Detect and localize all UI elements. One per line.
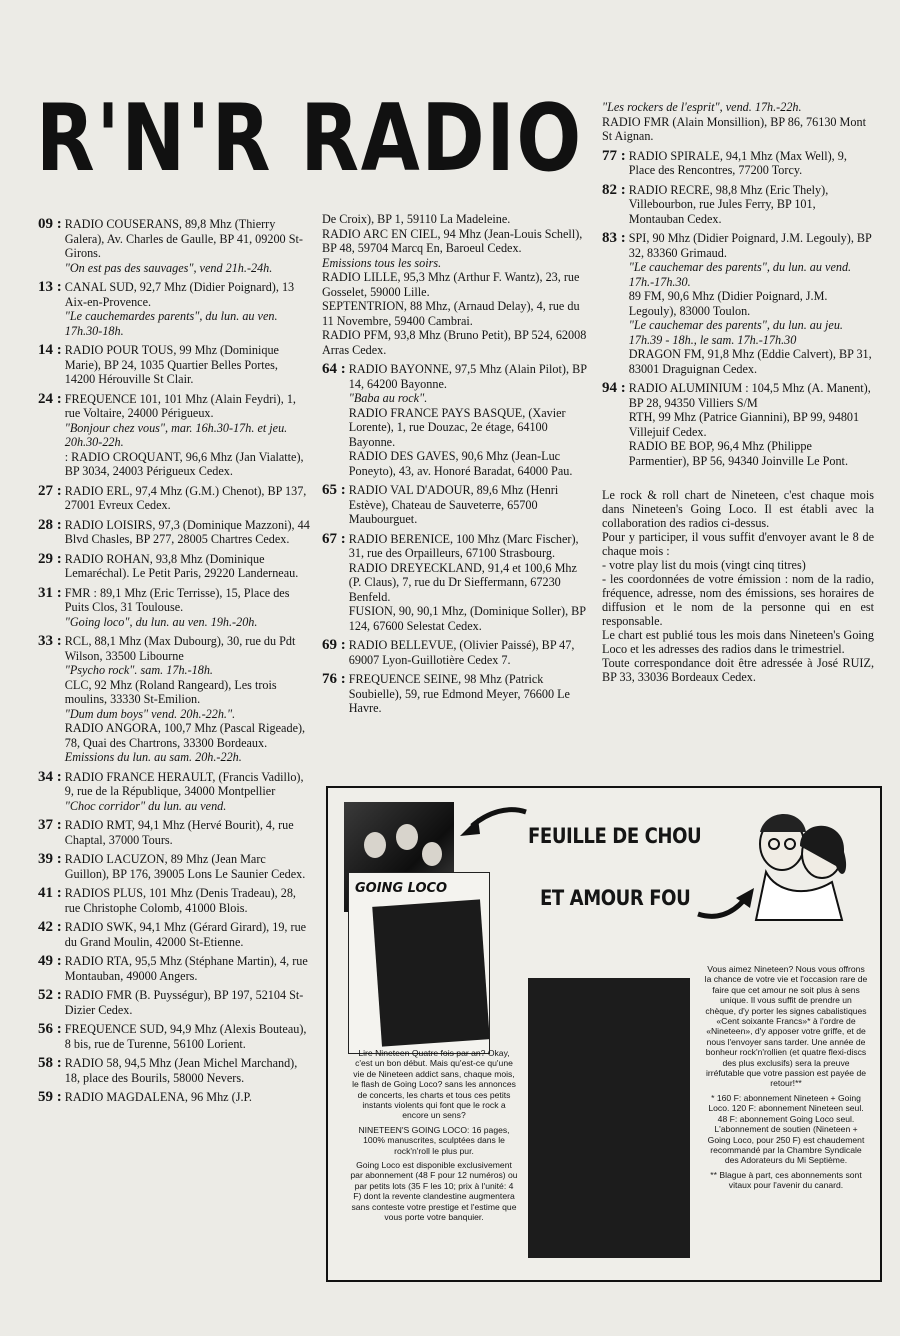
program-schedule: "Baba au rock". <box>348 391 428 405</box>
program-schedule: Emissions du lun. au sam. 20h.-22h. <box>64 750 242 764</box>
station-info: FREQUENCE SEINE, 98 Mhz (Patrick Soubielle), 59, rue Edmond Meyer, 76600 Le Havre. <box>348 672 570 715</box>
advert-paragraph: NINETEEN'S GOING LOCO: 16 pages, 100% manuscrites, sculptées dans le rock'n'roll le plus pur. <box>358 1124 510 1156</box>
department-number: 77 : <box>602 147 626 164</box>
department-number: 39 : <box>38 851 62 867</box>
station-info: RADIO ALUMINIUM : 104,5 Mhz (A. Manent), BP 28, 94350 Villiers S/M <box>628 381 871 410</box>
program-schedule: Emissions tous les soirs. <box>322 255 442 270</box>
station-info: SEPTENTRION, 88 Mhz, (Arnaud Delay), 4, rue du 11 Novembre, 59400 Cambrai. <box>322 299 580 328</box>
station-info: RADIO BERENICE, 100 Mhz (Marc Fischer), 31, rue des Orpailleurs, 67100 Strasbourg. <box>348 531 579 560</box>
station-info: : RADIO CROQUANT, 96,6 Mhz (Jan Vialatte), BP 3034, 24003 Périgueux Cedex. <box>64 449 304 478</box>
station-info: RADIO LACUZON, 89 Mhz (Jean Marc Guillon), BP 176, 39005 Lons Le Saunier Cedex. <box>64 852 306 881</box>
radio-entry <box>38 818 310 847</box>
program-schedule: "Le cauchemar des parents", du lun. au jeu. 17h.39 - 18h., le sam. 17h.-17h.30 <box>628 318 843 347</box>
program-schedule: "Bonjour chez vous", mar. 16h.30-17h. et jeu. 20h.30-22h. <box>64 420 288 449</box>
radio-list-column-1 <box>38 217 310 1110</box>
station-info: RADIO BELLEVUE, (Olivier Paissé), BP 47, 69007 Lyon-Guillotière Cedex 7. <box>348 638 575 667</box>
radio-entry <box>38 1056 310 1085</box>
station-info: RADIO LILLE, 95,3 Mhz (Arthur F. Wantz), 23, rue Gosselet, 59000 Lille. <box>322 270 580 299</box>
department-number: 76 : <box>322 671 346 687</box>
station-info: RADIO ROHAN, 93,8 Mhz (Dominique Lemaréchal). Le Petit Paris, 29220 Landerneau. <box>64 551 299 580</box>
chart-info-line: - votre play list du mois (vingt cinq titres) <box>602 558 806 572</box>
radio-entry <box>322 638 590 667</box>
station-info: RADIO RMT, 94,1 Mhz (Hervé Bourit), 4, rue Chaptal, 37000 Tours. <box>64 818 294 847</box>
program-schedule: "Going loco", du lun. au ven. 19h.-20h. <box>64 614 258 629</box>
radio-entry <box>38 392 310 479</box>
chart-info-line: Le rock & roll chart de Nineteen, c'est chaque mois dans Nineteen's Going Loco. Il est établi avec la collaboration des radios ci-dessus. <box>602 488 874 530</box>
station-info: RADIO POUR TOUS, 99 Mhz (Dominique Marie), BP 24, 1035 Quartier Belles Portes, 14200 Hérouville St Clair. <box>64 343 279 386</box>
station-info: RADIO PFM, 93,8 Mhz (Bruno Petit), BP 524, 62008 Arras Cedex. <box>322 328 587 357</box>
department-number: 94 : <box>602 380 626 396</box>
chart-info-paragraph <box>602 488 874 684</box>
radio-entry <box>38 988 310 1017</box>
radio-list-column-2 <box>322 212 590 721</box>
advert-paragraph: ** Blague à part, ces abonnements sont vitaux pour l'avenir du canard. <box>710 1169 862 1191</box>
subscription-advert <box>326 786 882 1282</box>
station-info: RADIO ARC EN CIEL, 94 Mhz (Jean-Louis Schell), BP 48, 59704 Marcq En, Baroeul Cedex. <box>322 226 583 255</box>
radio-entry <box>322 672 590 716</box>
department-number: 42 : <box>38 919 62 935</box>
department-number: 28 : <box>38 516 62 533</box>
station-info: 89 FM, 90,6 Mhz (Didier Poignard, J.M. Legouly), 83000 Toulon. <box>628 289 828 318</box>
radio-entry <box>602 231 874 376</box>
station-info: RADIO FMR (B. Puysségur), BP 197, 52104 St-Dizier Cedex. <box>64 988 304 1017</box>
station-info: RADIO SPIRALE, 94,1 Mhz (Max Well), 9, Place des Rencontres, 77200 Torcy. <box>628 148 847 177</box>
advert-paragraph: * 160 F: abonnement Nineteen + Going Loco. 120 F: abonnement Nineteen seul. 48 F: abonnement Going Loco seul. L'abonnement de soutien (Nineteen + Going Loco, pour 250 F) est chaudement recommandé par la Chambre Syndicale des Adorateurs du Mi Septième. <box>707 1092 865 1166</box>
department-number: 52 : <box>38 987 62 1003</box>
station-info: RADIO ANGORA, 100,7 Mhz (Pascal Rigeade), 78, Quai des Chartrons, 33300 Bordeaux. <box>64 721 306 750</box>
page-title: R'N'R RADIO <box>36 84 583 192</box>
radio-entry <box>38 1022 310 1051</box>
going-loco-magazine-cover <box>348 872 490 1054</box>
department-number: 31 : <box>38 584 62 601</box>
radio-entry <box>38 484 310 513</box>
radio-entry <box>38 920 310 949</box>
program-schedule: "Dum dum boys" vend. 20h.-22h.". <box>64 706 236 721</box>
department-number: 83 : <box>602 230 626 246</box>
department-number: 65 : <box>322 482 346 498</box>
radio-entry <box>38 552 310 581</box>
chart-info-line: Le chart est publié tous les mois dans Nineteen's Going Loco et les adresses des radios dans le trimestriel. <box>602 628 874 656</box>
station-info: RADIO FRANCE HERAULT, (Francis Vadillo), 9, rue de la République, 34000 Montpellier <box>64 769 304 798</box>
radio-entry <box>38 852 310 881</box>
program-schedule: "Psycho rock". sam. 17h.-18h. <box>64 663 213 677</box>
station-info: RADIO DREYECKLAND, 91,4 et 100,6 Mhz (P. Claus), 7, rue du Dr Sieffermann, 67230 Benfeld. <box>348 560 577 604</box>
radio-entry <box>38 280 310 338</box>
chart-info-line: Pour y participer, il vous suffit d'envoyer avant le 8 de chaque mois : <box>602 530 874 558</box>
department-number: 09 : <box>38 216 62 232</box>
department-number: 14 : <box>38 342 62 358</box>
station-info: RADIO DES GAVES, 90,6 Mhz (Jean-Luc Poneyto), 43, av. Honoré Baradat, 64000 Pau. <box>348 449 573 478</box>
radio-entry <box>602 149 874 178</box>
radio-entry <box>38 634 310 765</box>
station-info: FREQUENCE SUD, 94,9 Mhz (Alexis Bouteau), 8 bis, rue de Turenne, 56100 Lorient. <box>64 1022 307 1051</box>
headline-feuille-de-chou: FEUILLE DE CHOU <box>528 824 702 848</box>
magazine-photo <box>372 899 490 1046</box>
program-schedule: "Le cauchemar des parents", du lun. au vend. 17h.-17h.30. <box>628 260 852 289</box>
radio-entry <box>322 483 590 527</box>
chart-info-line: Toute correspondance doit être adressée à José RUIZ, BP 33, 33036 Bordeaux Cedex. <box>602 656 874 684</box>
department-number: 59 : <box>38 1089 62 1105</box>
program-schedule: "Le cauchemardes parents", du lun. au ven. 17h.30-18h. <box>64 309 278 338</box>
department-number: 67 : <box>322 530 346 547</box>
radio-entry <box>602 381 874 468</box>
radio-entry <box>38 886 310 915</box>
radio-entry <box>322 212 590 357</box>
radio-entry <box>602 100 874 144</box>
department-number: 34 : <box>38 768 62 785</box>
station-info: RADIO BAYONNE, 97,5 Mhz (Alain Pilot), BP 14, 64200 Bayonne. <box>348 362 587 391</box>
station-info: RADIO RTA, 95,5 Mhz (Stéphane Martin), 4, rue Montauban, 49000 Angers. <box>64 954 308 983</box>
radio-entry <box>38 518 310 547</box>
radio-entry <box>38 954 310 983</box>
department-number: 49 : <box>38 953 62 969</box>
radio-entry <box>322 362 590 478</box>
station-info: SPI, 90 Mhz (Didier Poignard, J.M. Legouly), BP 32, 83360 Grimaud. <box>628 231 872 260</box>
radio-entry <box>38 343 310 387</box>
radio-list-column-3 <box>602 100 874 684</box>
advert-paragraph: Lire Nineteen Quatre fois par an? Okay, c'est un bon début. Mais qu'est-ce qu'une vie de Nineteen addict sans, chaque mois, le flash de Going Loco? sans les annonces de concerts, les charts et tous ces petits instants violents qui font que le rock a encore un sens? <box>352 1048 516 1121</box>
department-number: 56 : <box>38 1021 62 1037</box>
station-info: CLC, 92 Mhz (Roland Rangeard), Les trois moulins, 33330 St-Emilion. <box>64 677 277 706</box>
department-number: 41 : <box>38 885 62 901</box>
going-loco-description <box>350 1048 518 1227</box>
station-info: RCL, 88,1 Mhz (Max Dubourg), 30, rue du Pdt Wilson, 33500 Libourne <box>64 634 296 663</box>
station-info: FUSION, 90, 90,1 Mhz, (Dominique Soller), BP 124, 67600 Selestat Cedex. <box>348 604 586 633</box>
station-info: FMR : 89,1 Mhz (Eric Terrisse), 15, Place des Puits Clos, 31 Toulouse. <box>64 585 290 614</box>
station-info: RADIO FMR (Alain Monsillion), BP 86, 76130 Mont St Aignan. <box>602 114 866 143</box>
department-number: 27 : <box>38 482 62 499</box>
radio-entry <box>322 532 590 634</box>
radio-entry <box>38 770 310 814</box>
program-schedule: "On est pas des sauvages", vend 21h.-24h. <box>64 260 273 275</box>
department-number: 29 : <box>38 550 62 567</box>
radio-entry <box>38 586 310 630</box>
department-number: 58 : <box>38 1055 62 1071</box>
station-info: RADIO ERL, 97,4 Mhz (G.M.) Chenot), BP 137, 27001 Evreux Cedex. <box>64 483 307 512</box>
nineteen-subscription-offer <box>704 964 868 1195</box>
station-info: CANAL SUD, 92,7 Mhz (Didier Poignard), 13 Aix-en-Provence. <box>64 280 295 309</box>
station-info: RADIO BE BOP, 96,4 Mhz (Philippe Parmentier), BP 56, 94340 Joinville Le Pont. <box>628 439 848 468</box>
station-info: DRAGON FM, 91,8 Mhz (Eddie Calvert), BP 31, 83001 Draguignan Cedex. <box>628 347 872 376</box>
station-info: RADIO VAL D'ADOUR, 89,6 Mhz (Henri Estève), Chateau de Sauveterre, 65700 Maubourguet. <box>348 483 559 526</box>
department-number: 64 : <box>322 361 346 377</box>
department-number: 24 : <box>38 390 62 407</box>
station-info: RADIO MAGDALENA, 96 Mhz (J.P. <box>64 1090 252 1104</box>
department-number: 69 : <box>322 637 346 653</box>
station-info: RADIO RECRE, 98,8 Mhz (Eric Thely), Villebourbon, rue Jules Ferry, BP 101, Montauban Cedex. <box>628 182 829 226</box>
radio-entry <box>38 217 310 275</box>
black-panel <box>528 978 690 1258</box>
station-info: RADIO SWK, 94,1 Mhz (Gérard Girard), 19, rue du Grand Moulin, 42000 St-Etienne. <box>64 920 307 949</box>
station-info: RADIO 58, 94,5 Mhz (Jean Michel Marchand), 18, place des Bourils, 58000 Nevers. <box>64 1056 298 1085</box>
radio-entry <box>38 1090 310 1105</box>
station-info: RADIOS PLUS, 101 Mhz (Denis Tradeau), 28, rue Christophe Colomb, 41000 Blois. <box>64 886 296 915</box>
station-info: RADIO COUSERANS, 89,8 Mhz (Thierry Galera), Av. Charles de Gaulle, BP 41, 09200 St-Girons. <box>64 217 303 260</box>
station-info: De Croix), BP 1, 59110 La Madeleine. <box>322 212 511 226</box>
magazine-label: GOING LOCO <box>355 881 448 896</box>
program-schedule: "Choc corridor" du lun. au vend. <box>64 798 227 813</box>
advert-paragraph: Going Loco est disponible exclusivement par abonnement (48 F pour 12 numéros) ou par petits lots (35 F les 10; prix à l'unité: 4 F) dont la revente clandestine augmentera sans conteste votre prestige et l'estime que vous porte votre banquier. <box>350 1160 518 1223</box>
headline-et-amour-fou: ET AMOUR FOU <box>540 886 691 910</box>
department-number: 33 : <box>38 633 62 649</box>
program-schedule: "Les rockers de l'esprit", vend. 17h.-22h. <box>602 100 802 114</box>
department-number: 37 : <box>38 817 62 833</box>
department-number: 82 : <box>602 181 626 198</box>
couple-illustration <box>746 802 856 922</box>
station-info: RADIO LOISIRS, 97,3 (Dominique Mazzoni), 44 Blvd Chasles, BP 277, 28005 Chartres Cedex. <box>64 517 310 546</box>
department-number: 13 : <box>38 279 62 295</box>
arrow-left-icon <box>458 802 528 842</box>
station-info: RTH, 99 Mhz (Patrice Giannini), BP 99, 94801 Villejuif Cedex. <box>628 410 860 439</box>
station-info: RADIO FRANCE PAYS BASQUE, (Xavier Lorente), 1, rue Douzac, 2e étage, 64100 Bayonne. <box>348 405 566 449</box>
advert-paragraph: Vous aimez Nineteen? Nous vous offrons la chance de votre vie et l'occasion rare de faire que cet amour ne soit plus à sens unique. Il vous suffit de prendre un chèque, d'y porter les signes cabalistiques «Cent soixante Francs»* à l'ordre de «Nineteen», d'y apposer votre griffe, et de nous l'envoyer sans tarder. Une année de bonheur rock'n'rollien (et quatre flexi-discs des plus exclusifs) sera la preuve irréfutable que votre passion est payée de retour!** <box>704 964 868 1089</box>
station-info: FREQUENCE 101, 101 Mhz (Alain Feydri), 1, rue Voltaire, 24000 Périgueux. <box>64 391 296 420</box>
radio-entry <box>602 183 874 227</box>
chart-info-line: - les coordonnées de votre émission : nom de la radio, fréquence, adresse, nom des émissions, ses horaires de diffusion et le nom de la personne qui en est responsable. <box>602 572 874 628</box>
